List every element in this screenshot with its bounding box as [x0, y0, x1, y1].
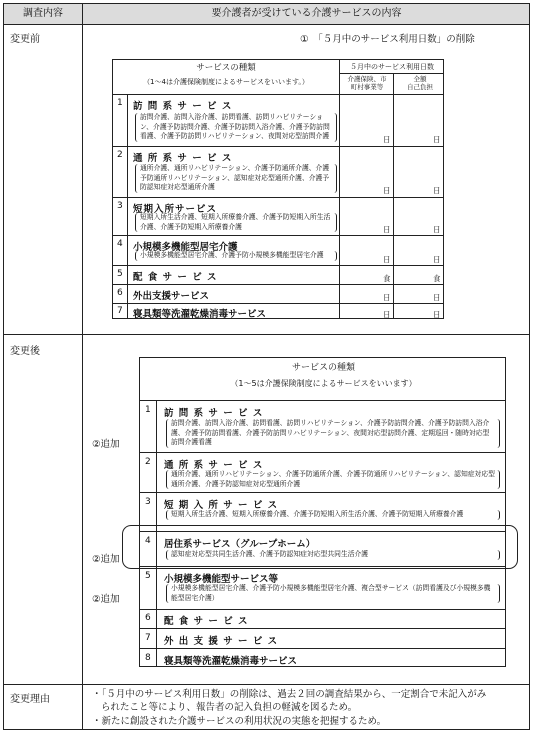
deletion-note: ① 「５月中のサービス利用日数」の削除 — [300, 34, 475, 45]
after-type-header: サービスの種類 — [291, 363, 355, 373]
row-line — [113, 265, 443, 266]
row-line — [140, 609, 505, 610]
unit-day: 日 — [433, 186, 441, 195]
service-number: 2 — [145, 457, 151, 467]
after-service-table — [139, 357, 506, 667]
unit-day: 日 — [433, 293, 441, 302]
service-detail: 訪問介護、訪問入浴介護、訪問看護、訪問リハビリテーション、介護予防訪問介護、介護予防訪問入浴介護、介護予防訪問看護、介護予防訪問リハビリテーション、夜間対応型訪問介護、定期巡回・随時対応型訪問介護看護 — [166, 419, 500, 448]
service-number: 3 — [145, 497, 151, 507]
before-days-divider — [339, 60, 340, 318]
service-name: 短期入所サービス — [133, 204, 218, 215]
service-name: 外 出 支 援 サ ー ビ ス — [164, 636, 279, 647]
unit-day: 日 — [433, 135, 441, 144]
before-days-line — [339, 73, 443, 74]
unit-day: 日 — [383, 225, 391, 234]
row-line — [140, 452, 505, 453]
service-number: 2 — [117, 150, 123, 160]
unit-day: 日 — [383, 293, 391, 302]
header-item: 調査内容 — [23, 8, 63, 19]
row-divider — [4, 24, 529, 25]
service-number: 6 — [117, 288, 123, 298]
service-number: 4 — [145, 536, 151, 546]
row-line — [140, 492, 505, 493]
before-service-table — [112, 59, 444, 319]
row-divider — [4, 684, 529, 685]
row-label-after: 変更後 — [10, 346, 40, 357]
added-mark: ②追加 — [92, 439, 120, 450]
unit-meal: 食 — [383, 274, 391, 283]
service-name: 居住系サービス（グループホーム） — [164, 539, 316, 550]
row-line — [113, 284, 443, 285]
unit-day: 日 — [383, 255, 391, 264]
service-name: 通 所 系 サ ー ビ ス — [133, 153, 233, 164]
service-number: 7 — [117, 306, 123, 316]
service-name: 寝具類等洗濯乾燥消毒サービス — [164, 656, 298, 667]
before-type-sub: （1～4は介護保険制度によるサービスをいいます。） — [143, 78, 309, 86]
unit-day: 日 — [383, 186, 391, 195]
service-number: 5 — [145, 571, 151, 581]
service-detail: 通所介護、通所リハビリテーション、介護予防通所介護、介護予防通所リハビリテーション、認知症対応型通所介護、介護予防認知症対応型通所介護 — [135, 164, 337, 193]
row-line — [113, 197, 443, 198]
service-number: 1 — [145, 405, 151, 415]
service-number: 5 — [117, 269, 123, 279]
unit-meal: 食 — [433, 274, 441, 283]
service-number: 3 — [117, 201, 123, 211]
added-mark: ②追加 — [92, 554, 120, 565]
added-mark: ②追加 — [92, 594, 120, 605]
service-number: 8 — [145, 653, 151, 663]
service-number: 1 — [117, 98, 123, 108]
service-name: 外出支援サービス — [133, 291, 210, 302]
unit-day: 日 — [383, 135, 391, 144]
row-line — [113, 303, 443, 304]
row-label-before: 変更前 — [10, 34, 40, 45]
added-row-highlight — [122, 525, 518, 569]
unit-day: 日 — [433, 310, 441, 319]
after-type-sub: （1～5は介護保険制度によるサービスをいいます） — [230, 379, 417, 388]
unit-day: 日 — [433, 255, 441, 264]
service-detail: 短期入所生活介護、短期入所療養介護、介護予防短期入所生活介護、介護予防短期入所療養介護 — [135, 213, 337, 232]
service-name: 配 食 サ ー ビ ス — [133, 272, 218, 283]
service-name: 通 所 系 サ ー ビ ス — [164, 460, 264, 471]
service-number: 7 — [145, 633, 151, 643]
service-detail: 認知症対応型共同生活介護、介護予防認知症対応型共同生活介護 — [166, 550, 500, 560]
row-divider — [4, 334, 529, 335]
row-label-reason: 変更理由 — [10, 694, 50, 705]
before-col-divider — [393, 73, 394, 318]
service-detail: 短期入所生活介護、短期入所療養介護、介護予防短期入所生活介護、介護予防短期入所療養介護 — [166, 510, 500, 520]
row-line — [140, 648, 505, 649]
service-name: 訪 問 系 サ ー ビ ス — [133, 101, 233, 112]
service-name: 短 期 入 所 サ ー ビ ス — [164, 500, 279, 511]
service-name: 小規模多機能型サービス等 — [164, 574, 279, 585]
service-name: 訪 問 系 サ ー ビ ス — [164, 408, 264, 419]
row-line — [113, 146, 443, 147]
reason-line-1: ・「５月中のサービス利用日数」の削除は、過去２回の調査結果から、一定割合で未記入がみ — [92, 689, 487, 700]
service-number: 6 — [145, 613, 151, 623]
service-name: 小規模多機能型居宅介護 — [133, 242, 238, 253]
before-col2: 全額 自己負担 — [407, 75, 433, 91]
reason-line-3: ・新たに創設された介護サービスの利用状況の実態を把握するため。 — [92, 716, 387, 727]
before-days-header: ５月中のサービス利用日数 — [350, 63, 434, 71]
service-name: 配 食 サ ー ビ ス — [164, 616, 249, 627]
service-name: 寝具類等洗濯乾燥消毒サービス — [133, 309, 267, 320]
service-detail: 通所介護、通所リハビリテーション、介護予防通所介護、介護予防通所リハビリテーション、認知症対応型通所介護、介護予防認知症対応型通所介護 — [166, 470, 500, 489]
unit-day: 日 — [383, 310, 391, 319]
service-detail: 訪問介護、訪問入浴介護、訪問看護、訪問リハビリテーション、介護予防訪問介護、介護予防訪問入浴介護、介護予防訪問看護、介護予防訪問リハビリテーション、夜間対応型訪問介護 — [135, 113, 337, 142]
column-divider — [82, 4, 83, 729]
before-col1: 介護保険、市 町村事業等 — [347, 75, 387, 91]
service-detail: 小規模多機能型居宅介護、介護予防小規模多機能型居宅介護、複合型サービス（訪問看護及び小規模多機能型居宅介護） — [166, 584, 500, 603]
row-line — [140, 400, 505, 401]
form-table — [3, 3, 530, 730]
service-detail: 小規模多機能型居宅介護、介護予防小規模多機能型居宅介護 — [135, 251, 337, 261]
unit-day: 日 — [433, 225, 441, 234]
service-number: 4 — [117, 239, 123, 249]
before-type-header: サービスの種類 — [196, 63, 256, 73]
row-line — [140, 628, 505, 629]
row-line — [113, 235, 443, 236]
reason-line-2: られたこと等により、報告者の記入負担の軽減を図るため。 — [101, 702, 358, 713]
header-content: 要介護者が受けている介護サービスの内容 — [211, 8, 402, 19]
before-header-bottom — [113, 94, 443, 95]
